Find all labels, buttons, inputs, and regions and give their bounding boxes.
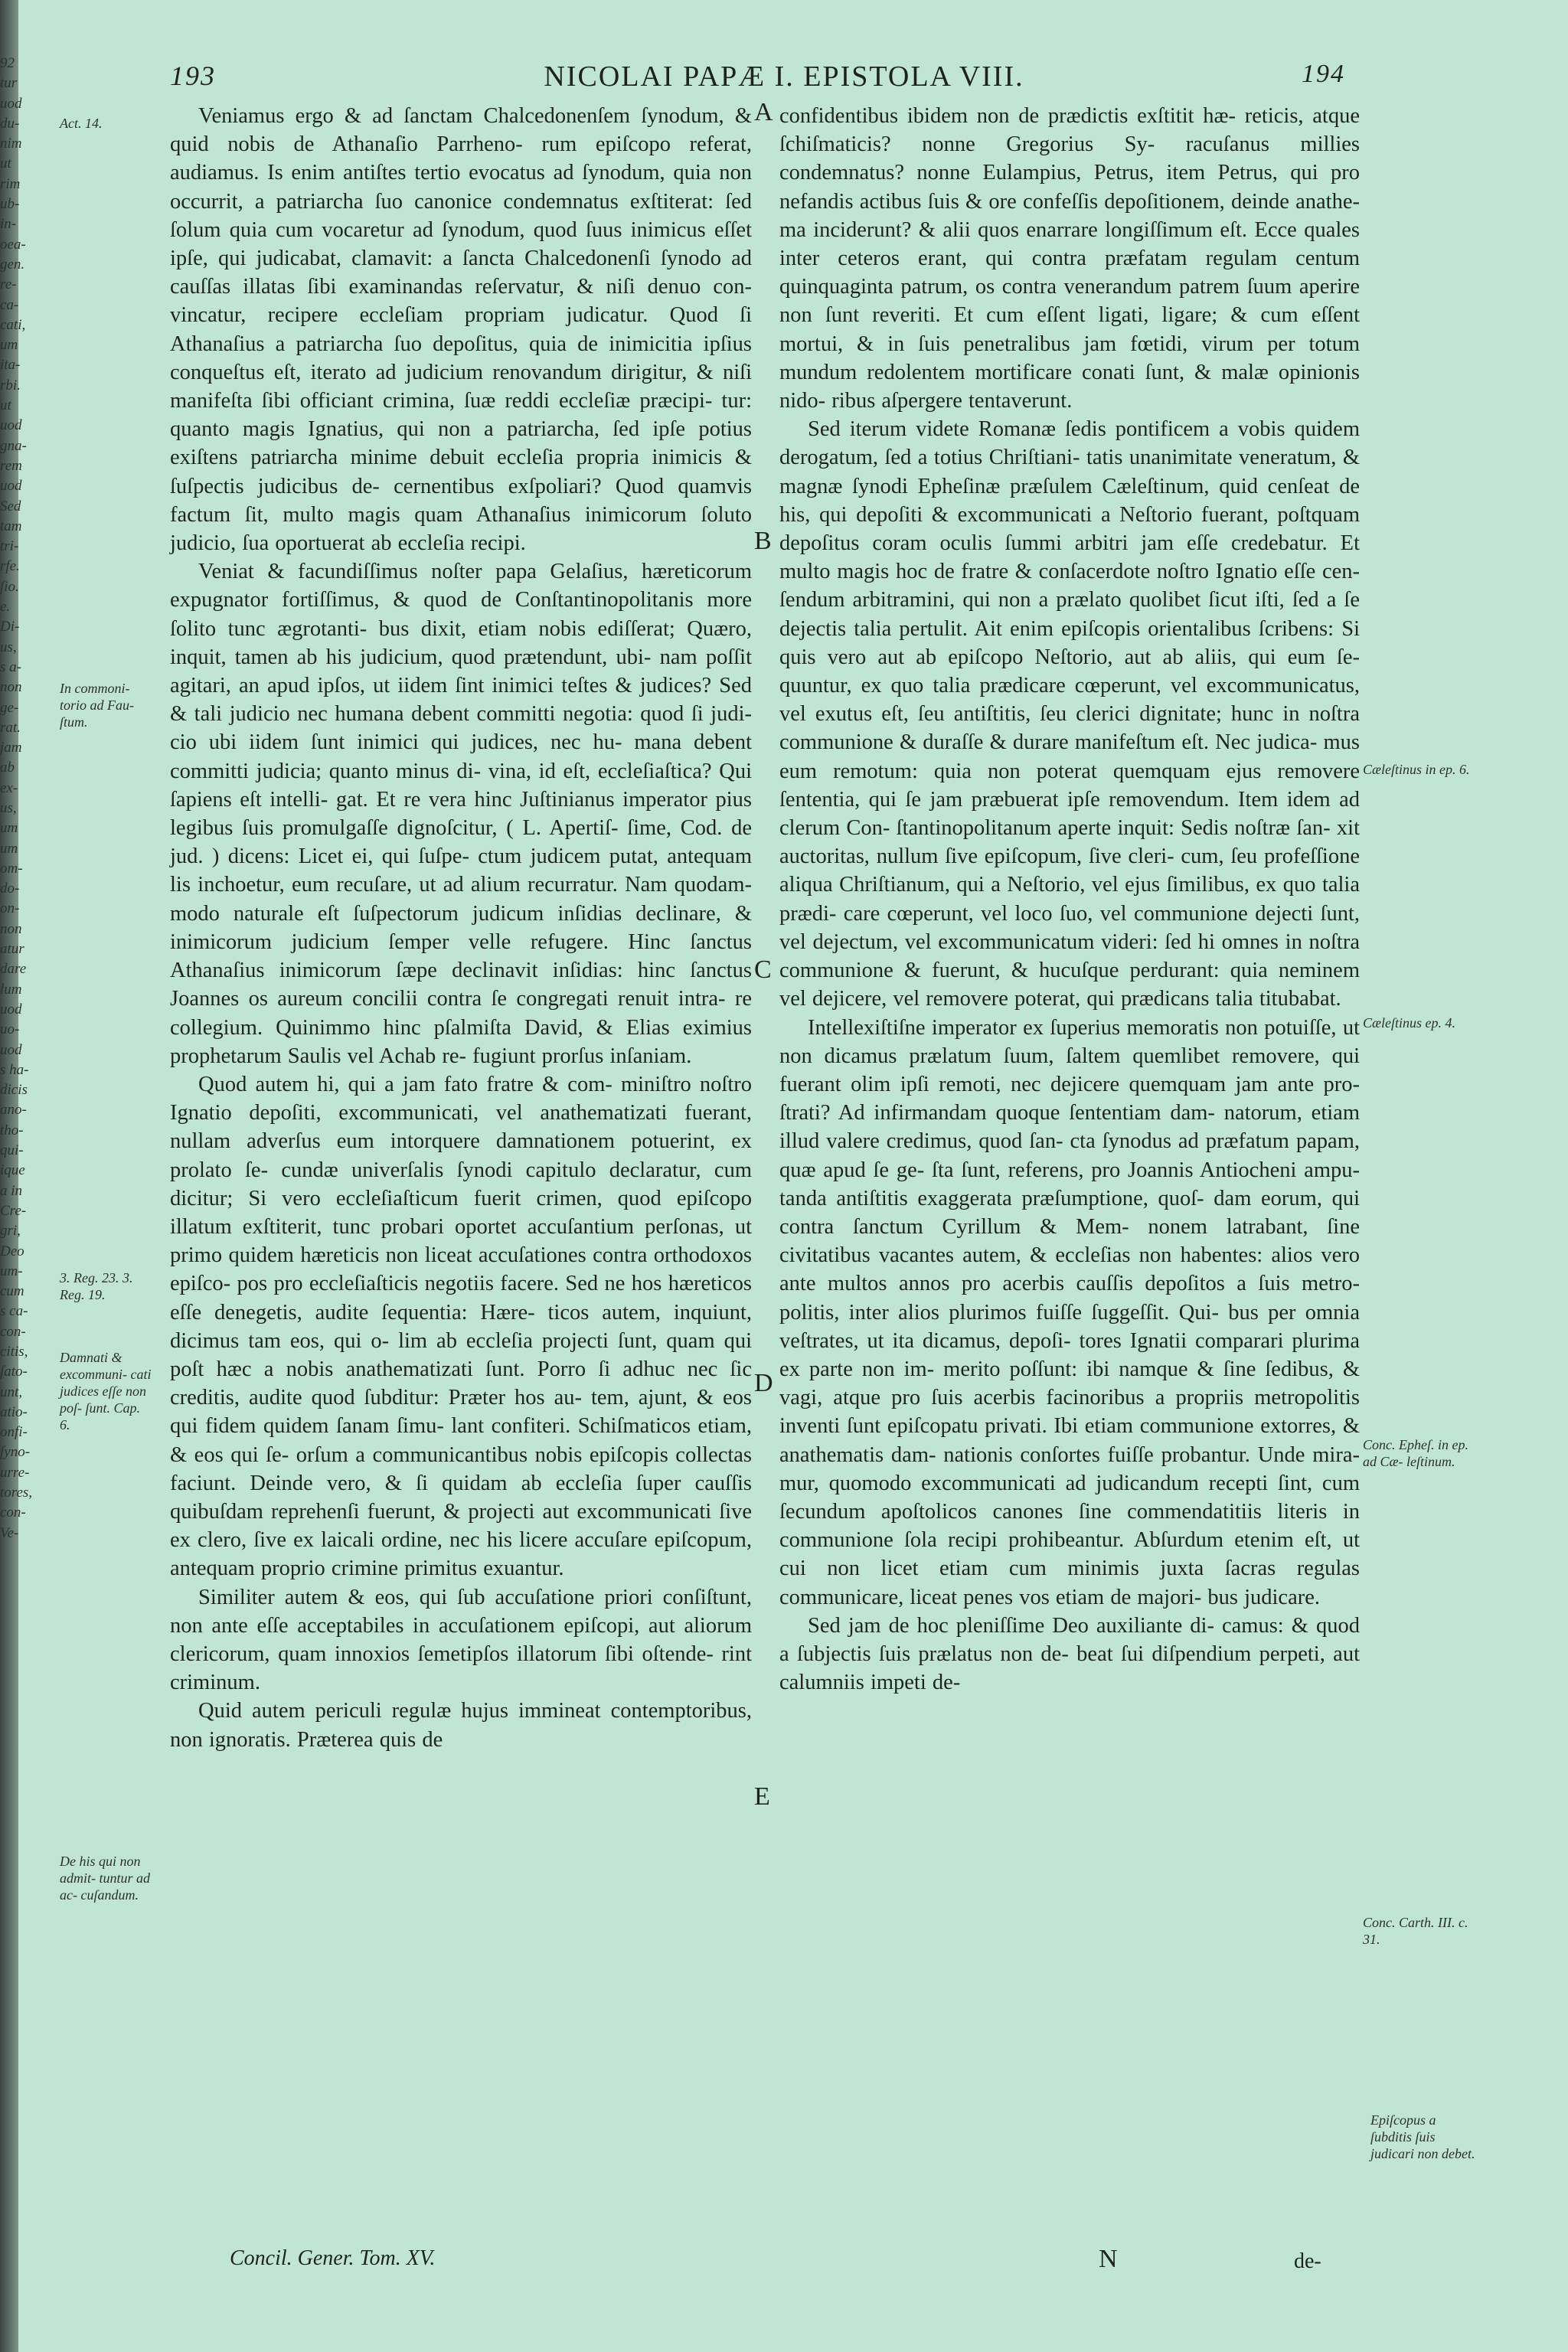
page-header bbox=[0, 60, 1568, 106]
bleed-fragment: ge- bbox=[0, 699, 19, 716]
bleed-fragment: um- bbox=[0, 1263, 23, 1279]
paragraph: Quid autem periculi regulæ hujus immineat contemptoribus, non ignoratis. Præterea quis de bbox=[170, 1699, 752, 1752]
margin-note-right: Epiſcopus a ſubditis ſuis judicari non debet. bbox=[1370, 2112, 1475, 2161]
bleed-fragment: unt, bbox=[0, 1383, 23, 1400]
margin-note-left: Damnati & excommuni- cati judices eſſe non poſ- ſunt. Cap. 6. bbox=[60, 1350, 152, 1432]
left-column bbox=[170, 102, 752, 1754]
bleed-fragment: non bbox=[0, 679, 22, 696]
bleed-fragment: rem bbox=[0, 457, 22, 474]
bleed-fragment: Sed bbox=[0, 498, 21, 514]
bleed-fragment: Ve- bbox=[0, 1524, 19, 1541]
bleed-fragment: gen. bbox=[0, 256, 25, 273]
facing-page-bleed bbox=[0, 54, 49, 2274]
bleed-fragment: con- bbox=[0, 1323, 26, 1340]
margin-note-left: De his qui non admit- tuntur ad ac- cuſandum. bbox=[60, 1854, 151, 1903]
right-column bbox=[779, 102, 1360, 1697]
bleed-fragment: rbi. bbox=[0, 377, 21, 394]
bleed-fragment: non bbox=[0, 920, 22, 937]
margin-note-right: Cæleſtinus in ep. 6. bbox=[1363, 762, 1470, 777]
bleed-fragment: in- bbox=[0, 216, 17, 233]
bleed-fragment: on- bbox=[0, 900, 20, 917]
bleed-fragment: con- bbox=[0, 1504, 26, 1521]
paragraph: Sed jam de hoc pleniſſime Deo auxiliante di- camus: & quod a ſubjectis ſuis prælatus non de- beat ſui diſpendium perpeti, aut calumniis impeti de- bbox=[779, 1613, 1360, 1695]
bleed-fragment: om- bbox=[0, 860, 23, 877]
bleed-fragment: do- bbox=[0, 880, 20, 897]
bleed-fragment: us, bbox=[0, 639, 17, 655]
bleed-fragment: gna- bbox=[0, 437, 27, 454]
bleed-fragment: rim bbox=[0, 175, 21, 192]
bleed-fragment: ita- bbox=[0, 357, 21, 374]
paragraph: confidentibus ibidem non de prædictis exſtitit hæ- reticis, atque ſchiſmaticis? nonne Gregorius Sy- racuſanus millies condemnatus? nonne Eulampius, Petrus, item Petrus, qui pro nefandis actibus ſuis & ore confeſſis depoſitionem, deinde anathe- ma inciderunt? & alii quos enarrare longiſſimum eſt. Ecce quales inter ceteros erant, qui contra præfatam regulam centum quinquaginta patrum, os contra venerandum patrem ſuum aperire non ſunt reveriti. Et cum eſſent ligati, ligare; & cum eſſent mortui, & in ſuis penetralibus jam fœtidi, virum per totum mundum redolentem mortificare conati ſunt, & malæ opinionis nido- ribus aſpergere tentaverunt. bbox=[779, 104, 1360, 413]
bleed-fragment: 92 bbox=[0, 55, 15, 71]
paragraph: Veniat & facundiſſimus noſter papa Gelaſius, hæreticorum expugnator fortiſſimus, & quod de Conſtantinopolitanis more ſolito tunc ægrotanti- bus dixit, etiam nobis ediſſerat; Quæro, inquit, tamen ab his judicium, quod prætendunt, ubi- nam poſſit agitari, an apud ipſos, ut iidem ſint inimici teſtes & judices? Sed & tali judicio nec humana debent committi negotia: quod ſi judi- cio ubi iidem ſunt inimici qui judices, nec hu- mana debent committi judicia; quanto minus di- vina, id eſt, eccleſiaſtica? Qui ſapiens eſt intelli- gat. Et re vera hinc Juſtinianus imperator pius legibus ſuis promulgaſſe dignoſcitur, ( L. Apertiſ- ſime, Cod. de jud. ) dicens: Licet ei, qui ſuſpe- ctum judicem putat, antequam lis inchoetur, eum recuſare, ut ad alium recurratur. Nam quodam- modo naturale eſt ſuſpectorum judicum inſidias declinare, & inimicorum judicium ſemper velle refugere. Hinc ſanctus Athanaſius inimicorum ſæpe declinavit inſidias: hinc ſanctus Joannes os aureum concilii contra ſe congregati renuit intra- re collegium. Quinimmo hinc pſalmiſta David, & Elias eximius prophetarum Saulis vel Achab re- fugiunt prorſus inſaniam. bbox=[170, 560, 752, 1068]
bleed-fragment: citis, bbox=[0, 1344, 28, 1360]
margin-note-left: Act. 14. bbox=[60, 116, 103, 131]
bleed-fragment: jam bbox=[0, 740, 22, 756]
bleed-fragment: s ca- bbox=[0, 1303, 28, 1320]
bleed-fragment: a in bbox=[0, 1182, 23, 1199]
bleed-fragment: tam bbox=[0, 518, 22, 534]
catchword: de- bbox=[1294, 2249, 1321, 2273]
bleed-fragment: uo- bbox=[0, 1021, 20, 1038]
bleed-fragment: tri- bbox=[0, 538, 19, 555]
bleed-fragment: ſio. bbox=[0, 578, 19, 595]
bleed-fragment: cati, bbox=[0, 316, 26, 333]
bleed-fragment: us, bbox=[0, 799, 17, 816]
bleed-fragment: uod bbox=[0, 1041, 22, 1058]
bleed-fragment: dicis bbox=[0, 1082, 28, 1099]
bleed-fragment: s a- bbox=[0, 658, 21, 675]
bleed-fragment: s ha- bbox=[0, 1061, 29, 1078]
bleed-fragment: onfi- bbox=[0, 1424, 28, 1441]
bleed-fragment: cum bbox=[0, 1283, 24, 1300]
section-letter-d: D bbox=[754, 1369, 773, 1397]
paragraph: Quod autem hi, qui a jam fato fratre & com- miniſtro noſtro Ignatio depoſiti, excommunicati, vel anathematizati fuerant, nullam adverſus eum intorquere damnationem potuerint, ex prolato ſe- cundæ univerſalis ſynodi capitulo declaratur, cum dicitur; Si vero eccleſiaſticum fuerit crimen, quod epiſcopo illatum exſtiterit, tunc probari oportet accuſantium perſonas, ut primo quidem hæreticis non liceat accuſationes contra orthodoxos epiſco- pos pro eccleſiaſticis negotiis facere. Sed ne hos hæreticos eſſe denegetis, audite ſequentia: Hære- ticos autem, inquiunt, dicimus tam eos, qui o- lim ab eccleſia projecti ſunt, quam qui poſt hæc a nobis anathematizati ſunt. Porro ſi adhuc nec ſic creditis, audite quod ſubditur: Præter hos au- tem, ajunt, & eos qui fidem quidem ſanam ſimu- lant confiteri. Schiſmaticos etiam, & eos qui ſe- orſum a communicantibus nobis epiſcopis collectas faciunt. Deinde vero, & ſi quidam ab eccleſia ſuper cauſſis quibuſdam reprehenſi fuerunt, & projecti aut excommunicati ſive ex clero, ſive ex laicali ordine, nec his licere accuſare epiſcopum, antequam proprio crimine primitus exuantur. bbox=[170, 1072, 752, 1581]
bleed-fragment: Cre- bbox=[0, 1202, 27, 1219]
paragraph: Veniamus ergo & ad ſanctam Chalcedonenſem ſynodum, & quid nobis de Athanaſio Parrheno- rum epiſcopo referat, audiamus. Is enim antiſtes tertio evocatus ad ſynodum, quia non occurrit, a patriarcha ſuo canonice condemnatus exſtiterat: ſed ſolum quia cum vocaretur ad ſynodum, quod ſuus inimicus eſſet ipſe, qui judicabat, clamavit: a ſancta Chalcedonenſi ſynodo ad cauſſas illatas ſibi examinandas reſervatur, & niſi denuo con- vincatur, recipere eccleſiam propriam judicatur. Quod ſi Athanaſius a patriarcha ſuo depoſitus, quia de inimicitia ipſius conqueſtus eſt, iterato ad judicium renovandum dirigitur, & niſi manifeſta ſibi officiant crimina, ſuæ reddi eccleſiæ præcipi- tur: quanto magis Ignatius, qui non a patriarcha, ſed ipſe potius exiſtens patriarcha minime debuit eccleſia propria inimicis & ſuſpectis judicibus de- cernentibus exſpoliari? Quod quamvis factum ſit, multo magis quam Athanaſius inimicorum ſoluto judicio, ſua oportuerat ab eccleſia recipi. bbox=[170, 104, 752, 556]
paragraph: Similiter autem & eos, qui ſub accuſatione priori conſiſtunt, non ante eſſe acceptabiles in accuſationem epiſcopi, aut aliorum clericorum, quam innoxios ſemetipſos illatorum ſibi oſtende- rint criminum. bbox=[170, 1585, 752, 1695]
bleed-fragment: Di- bbox=[0, 619, 20, 635]
bleed-fragment: uod bbox=[0, 95, 22, 112]
bleed-fragment: um bbox=[0, 337, 18, 354]
bleed-fragment: atio- bbox=[0, 1403, 28, 1420]
signature-mark: N bbox=[1099, 2245, 1118, 2273]
bleed-fragment: du- bbox=[0, 115, 20, 132]
section-letter-c: C bbox=[754, 956, 772, 984]
bleed-fragment: tores, bbox=[0, 1485, 33, 1501]
bleed-fragment: e. bbox=[0, 599, 11, 616]
bleed-fragment: urre- bbox=[0, 1464, 30, 1481]
section-letter-e: E bbox=[754, 1782, 770, 1811]
section-letter-a: A bbox=[754, 98, 773, 126]
bleed-fragment: nim bbox=[0, 136, 22, 152]
bleed-fragment: um bbox=[0, 840, 18, 857]
margin-note-right: Conc. Carth. III. c. 31. bbox=[1363, 1915, 1468, 1947]
margin-note-left: 3. Reg. 23. 3. Reg. 19. bbox=[60, 1270, 133, 1302]
margin-note-left: In commoni- torio ad Fau- ſtum. bbox=[60, 681, 134, 730]
margin-note-right: Cæleſtinus ep. 4. bbox=[1363, 1015, 1455, 1031]
bleed-fragment: ut bbox=[0, 155, 11, 172]
right-page-number: 194 bbox=[1302, 60, 1345, 88]
bleed-fragment: rfe. bbox=[0, 558, 20, 575]
bleed-fragment: re- bbox=[0, 276, 17, 293]
bleed-fragment: dare bbox=[0, 961, 27, 978]
bleed-fragment: uod bbox=[0, 417, 22, 434]
bleed-fragment: ex- bbox=[0, 779, 18, 796]
bleed-fragment: oea- bbox=[0, 236, 26, 253]
signature-line: Concil. Gener. Tom. XV. bbox=[230, 2246, 436, 2270]
bleed-fragment: qui- bbox=[0, 1142, 24, 1159]
bleed-fragment: lum bbox=[0, 981, 22, 998]
bleed-fragment: ſato- bbox=[0, 1364, 28, 1380]
bleed-fragment: ca- bbox=[0, 296, 19, 313]
bleed-fragment: Deo bbox=[0, 1243, 24, 1259]
bleed-fragment: rat. bbox=[0, 719, 21, 736]
bleed-fragment: gri, bbox=[0, 1223, 21, 1240]
bleed-fragment: ab bbox=[0, 760, 15, 776]
bleed-fragment: uod bbox=[0, 1001, 22, 1018]
paragraph: Sed iterum videte Romanæ ſedis pontificem a vobis quidem derogatum, ſed a totius Chriſtiani- tatis unanimitate veneratum, & magnæ ſynodi Epheſinæ præſulem Cæleſtinum, quid cenſeat de his, qui depoſiti & excommunicati a Neſtorio fuerant, poſtquam depoſitus coram oculis ſummi arbitri jam eſſe credebatur. Et multo magis hoc de fratre & conſacerdote noſtro Ignatio eſſe cen- ſendum arbitramini, qui non a prælato quolibet ſicut iſti, ſed a ſe dejectis talia pertulit. Ait enim epiſcopis orientalibus ſcribens: Si quis vero aut ab epiſcopo Neſtorio, aut ab aliis, qui eum ſe- quuntur, ex quo talia prædicare cœperunt, vel excommunicatus, vel exutus eſt, ſeu antiſtitis, ſeu clerici dignitate; hunc in noſtra communione & duraſſe & durare manifeſtum eſt. Nec judica- mus eum remotum: quia non poterat quemquam ejus removere ſententia, qui ſe jam præbuerat ipſe removendum. Item idem ad clerum Con- ſtantinopolitanum aperte inquit: Sedis noſtræ ſan- xit auctoritas, nullum ſive epiſcopum, ſive cleri- cum, ſeu profeſſione aliqua Chriſtianum, qui a Neſtorio, vel ejus ſimilibus, ex quo talia prædi- care cœperunt, vel loco ſuo, vel communione dejecti ſunt, vel dejectum, vel excommunicatum videri: ſed hi omnes in noſtra communione & fuerunt, & hucuſque perdurant: quia neminem vel dejicere, vel removere poterat, qui prædicans talia titubabat. bbox=[779, 417, 1360, 1011]
bleed-fragment: ut bbox=[0, 397, 11, 414]
bleed-fragment: uod bbox=[0, 478, 22, 495]
running-title: NICOLAI PAPÆ I. EPISTOLA VIII. bbox=[544, 60, 1024, 93]
margin-note-right: Conc. Epheſ. in ep. ad Cæ- leſtinum. bbox=[1363, 1437, 1468, 1469]
bleed-fragment: ub- bbox=[0, 196, 20, 213]
bleed-fragment: tur bbox=[0, 75, 18, 92]
bleed-fragment: atur bbox=[0, 941, 24, 958]
bleed-fragment: ano- bbox=[0, 1102, 27, 1119]
bleed-fragment: ſyno- bbox=[0, 1444, 31, 1461]
bleed-fragment: ique bbox=[0, 1162, 25, 1179]
section-letter-b: B bbox=[754, 527, 772, 555]
bleed-fragment: tho- bbox=[0, 1122, 24, 1138]
paragraph: Intellexiſtiſne imperator ex ſuperius memoratis non potuiſſe, ut non dicamus prælatum ſuum, ſaltem quemlibet removere, qui fuerant olim ipſi remoti, nec dejicere quemquam jam ante pro- ſtrati? Ad infirmandam quoque ſententiam dam- natorum, etiam illud valere credimus, quod ſan- cta ſynodus ad præfatum papam, quæ apud ſe ge- ſta ſunt, referens, pro Joannis Antiocheni ampu- tanda antiſtitis exaggerata præſumptione, quoſ- dam eorum, qui contra ſanctum Cyrillum & Mem- nonem latrabant, ſine civitatibus vacantes autem, & eccleſias non habentes: alios vero ante multos annos pro acerbis cauſſis depoſitos a ſuis metro- politis, inter alios plurimos fuiſſe ſuggeſſit. Qui- bus per omnia veſtrates, ut ita dicamus, depoſi- tores Ignatii comparari plurima ex parte non im- merito poſſunt: ibi namque & ſine ſedibus, & vagi, atque pro ſuis acerbis facinoribus a propriis metropolitis inventi ſunt epiſcopatu privati. Ibi etiam communione extorres, & anathematis dam- nationis conſortes fuiſſe probantur. Unde mira- mur, quomodo excommunicati ad judicandum recepti ſint, cum ſecundum apoſtolicos canones ſine commendatitiis literis in communione ſola recipi prohibeantur. Abſurdum etenim eſt, ut cui non licet etiam cum minimis juxta ſacras regulas communicare, liceat penes vos etiam de majori- bus judicare. bbox=[779, 1015, 1360, 1609]
left-page-number: 193 bbox=[170, 60, 216, 91]
bleed-fragment: um bbox=[0, 820, 18, 837]
